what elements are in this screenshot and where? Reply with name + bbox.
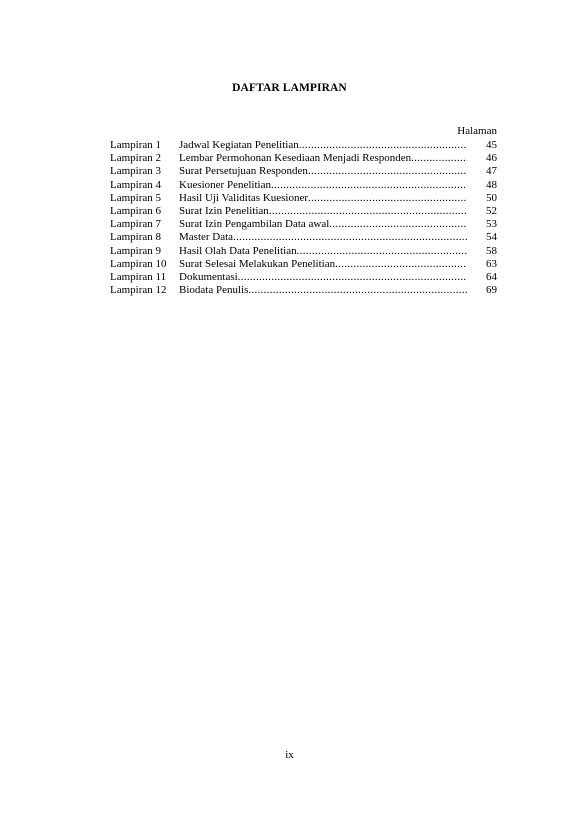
appendix-title: Jadwal Kegiatan Penelitian	[179, 139, 299, 151]
appendix-title: Master Data	[179, 231, 234, 244]
appendix-page-number: 63	[486, 257, 497, 270]
dot-leader	[238, 271, 467, 284]
appendix-title: Surat Persetujuan Responden	[179, 165, 308, 178]
appendix-page-number: 52	[486, 204, 497, 217]
appendix-entry	[179, 179, 467, 192]
appendix-page-number: 45	[486, 139, 497, 151]
dot-leader	[233, 231, 467, 244]
dot-leader	[269, 205, 467, 218]
appendix-label: Lampiran 7	[110, 218, 162, 231]
list-item	[110, 139, 497, 152]
appendix-title: Kuesioner Penelitian	[179, 178, 271, 191]
appendix-title: Hasil Uji Validitas Kuesioner	[179, 191, 309, 204]
appendix-title: Surat Izin Pengambilan Data awal	[179, 218, 330, 231]
appendix-entry	[179, 245, 467, 258]
page-number: ix	[285, 749, 294, 761]
appendix-entry	[179, 165, 467, 178]
appendix-page-number: 58	[486, 244, 497, 257]
appendix-entry	[179, 205, 467, 218]
list-item	[110, 231, 497, 244]
appendix-entry	[179, 258, 467, 271]
appendix-entry	[179, 284, 467, 297]
appendix-page-number: 69	[486, 284, 497, 297]
appendix-label: Lampiran 10	[110, 257, 167, 270]
appendix-list	[110, 139, 497, 297]
appendix-page-number: 48	[486, 178, 497, 191]
dot-leader	[297, 245, 467, 258]
list-item	[110, 165, 497, 178]
appendix-title: Hasil Olah Data Penelitian	[179, 244, 297, 257]
appendix-label: Lampiran 6	[110, 204, 162, 217]
appendix-label: Lampiran 5	[110, 191, 162, 204]
appendix-label: Lampiran 8	[110, 231, 162, 244]
appendix-label: Lampiran 9	[110, 244, 162, 257]
dot-leader	[329, 218, 467, 231]
appendix-page-number: 53	[486, 218, 497, 231]
appendix-entry	[179, 218, 467, 231]
list-item	[110, 205, 497, 218]
appendix-label: Lampiran 4	[110, 178, 162, 191]
appendix-label: Lampiran 3	[110, 165, 162, 178]
appendix-label: Lampiran 12	[110, 284, 167, 297]
dot-leader	[335, 258, 467, 271]
dot-leader	[248, 284, 467, 297]
appendix-entry	[179, 271, 467, 284]
page-title: DAFTAR LAMPIRAN	[232, 82, 347, 94]
appendix-page-number: 47	[486, 165, 497, 178]
appendix-entry	[179, 152, 467, 165]
dot-leader	[411, 152, 467, 165]
list-item	[110, 152, 497, 165]
list-item	[110, 192, 497, 205]
appendix-title: Dokumentasi	[179, 270, 238, 283]
list-item	[110, 179, 497, 192]
appendix-title: Biodata Penulis	[179, 284, 249, 297]
dot-leader	[308, 192, 467, 205]
appendix-page-number: 46	[486, 152, 497, 165]
appendix-page-number: 64	[486, 270, 497, 283]
appendix-entry	[179, 192, 467, 205]
appendix-label: Lampiran 11	[110, 270, 167, 283]
list-item	[110, 218, 497, 231]
appendix-label: Lampiran 1	[110, 139, 162, 151]
appendix-title: Lembar Permohonan Kesediaan Menjadi Responden	[179, 152, 412, 165]
list-item	[110, 271, 497, 284]
appendix-title: Surat Selesai Melakukan Penelitian	[179, 257, 336, 270]
appendix-entry	[179, 231, 467, 244]
appendix-title: Surat Izin Penelitian	[179, 204, 269, 217]
appendix-label: Lampiran 2	[110, 152, 162, 165]
dot-leader	[299, 139, 467, 152]
dot-leader	[308, 165, 467, 178]
list-item	[110, 258, 497, 271]
list-item	[110, 284, 497, 297]
list-item	[110, 245, 497, 258]
appendix-page-number: 54	[486, 231, 497, 244]
appendix-page-number: 50	[486, 191, 497, 204]
dot-leader	[271, 179, 467, 192]
page-column-header: Halaman	[457, 125, 497, 137]
appendix-entry	[179, 139, 467, 152]
